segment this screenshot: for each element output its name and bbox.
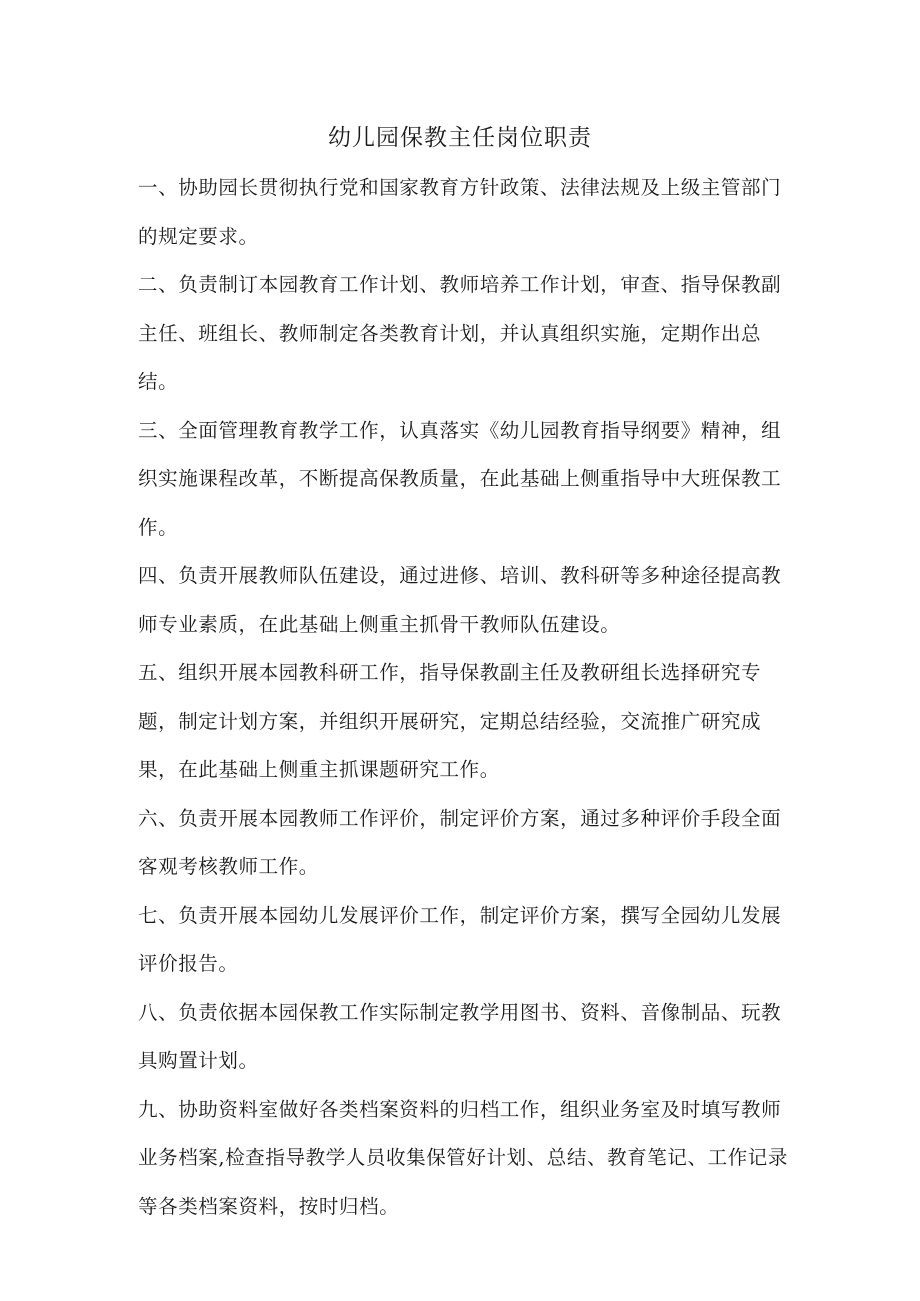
duty-paragraph-3: 三、全面管理教育教学工作，认真落实《幼儿园教育指导纲要》精神，组织实施课程改革，不断提高保教质量，在此基础上侧重指导中大班保教工作。: [138, 418, 782, 539]
duty-paragraph-5: 五、组织开展本园教科研工作，指导保教副主任及教研组长选择研究专题，制定计划方案，并组织开展研究，定期总结经验，交流推广研究成果，在此基础上侧重主抓课题研究工作。: [138, 661, 762, 781]
duty-paragraph-6: 六、负责开展本园教师工作评价，制定评价方案，通过多种评价手段全面客观考核教师工作。: [138, 806, 782, 878]
document-body: [138, 164, 788, 1231]
duty-paragraph-8: 八、负责依据本园保教工作实际制定教学用图书、资料、音像制品、玩教具购置计划。: [138, 1000, 782, 1072]
duty-paragraph-1: 一、协助园长贯彻执行党和国家教育方针政策、法律法规及上级主管部门的规定要求。: [138, 176, 782, 248]
duty-paragraph-7: 七、负责开展本园幼儿发展评价工作，制定评价方案，撰写全园幼儿发展评价报告。: [138, 903, 782, 975]
document-title: 幼儿园保教主任岗位职责: [328, 125, 592, 151]
duty-paragraph-2: 二、负责制订本园教育工作计划、教师培养工作计划，审查、指导保教副主任、班组长、教师制定各类教育计划，并认真组织实施，定期作出总结。: [138, 273, 782, 393]
duty-paragraph-9: 九、协助资料室做好各类档案资料的归档工作，组织业务室及时填写教师业务档案,检查指导教学人员收集保管好计划、总结、教育笔记、工作记录等各类档案资料，按时归档。: [138, 1097, 788, 1218]
duty-paragraph-4: 四、负责开展教师队伍建设，通过进修、培训、教科研等多种途径提高教师专业素质，在此基础上侧重主抓骨干教师队伍建设。: [138, 564, 782, 636]
